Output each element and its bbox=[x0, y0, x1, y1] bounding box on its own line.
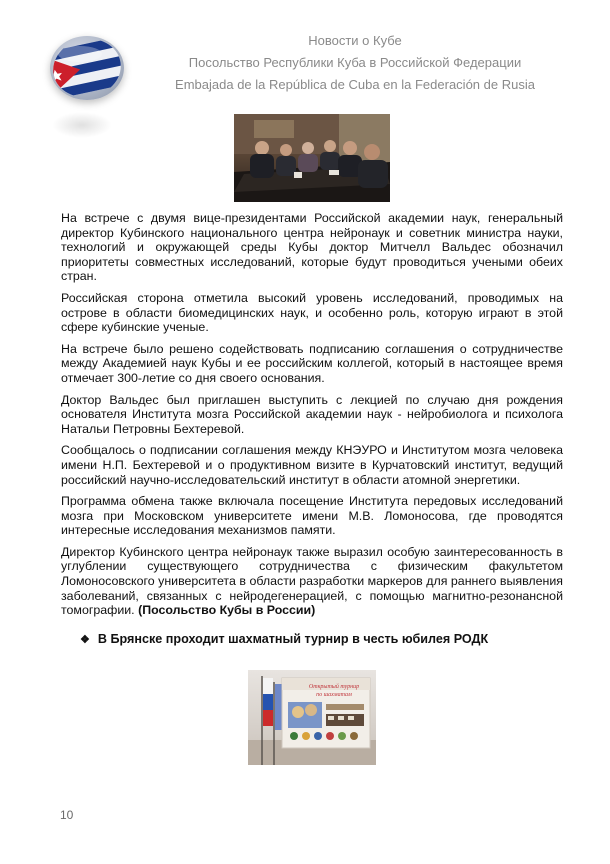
header-embassy-es: Embajada de la República de Cuba en la Federación de Rusia bbox=[175, 77, 535, 92]
cuba-flag-icon bbox=[50, 36, 124, 100]
article-paragraph-text: Директор Кубинского центра нейронаук также выразил особую заинтересованность в углублении существующего сотрудничества с физическим факультетом Ломоносовского университета в области разработки маркеров для раннего выявления заболеваний, связанных с нейродегенерацией, с помощью магнитно-резонансной томографии. bbox=[61, 544, 563, 618]
chess-tournament-photo bbox=[248, 670, 376, 765]
article-paragraph: На встрече было решено содействовать подписанию соглашения о сотрудничестве между Академией наук Кубы и ее российским коллегой, который в настоящее время отмечает 300-летие со дня своего основания. bbox=[61, 341, 563, 385]
document-header bbox=[120, 30, 590, 96]
cuba-flag-logo bbox=[50, 36, 124, 100]
article-paragraph: Российская сторона отметила высокий уровень исследований, проводимых на острове в области биомедицинских наук, и особенно роль, которую играют в этой сфере кубинские ученые. bbox=[61, 290, 563, 335]
diamond-bullet-icon: ❖ bbox=[80, 634, 90, 646]
article-paragraph-last bbox=[61, 545, 563, 618]
banner-line2: по шахматам bbox=[316, 692, 352, 698]
article-paragraph: Доктор Вальдес был приглашен выступить с лекцией по случаю дня рождения основателя Института мозга Российской академии наук - нейробиолога и психолога Натальи Петровны Бехтеревой. bbox=[61, 392, 563, 436]
article-source: (Посольство Кубы в России) bbox=[138, 603, 316, 618]
article-paragraph: На встрече с двумя вице-президентами Российской академии наук, генеральный директор Кубинского национального центра нейронаук и советник министра науки, технологий и окружающей среды Кубы доктор Митчелл Вальдес обозначил приоритеты совместных исследований, которые будут проводиться учеными обеих стран. bbox=[61, 211, 563, 284]
page-number: 10 bbox=[60, 808, 74, 822]
header-embassy-ru: Посольство Республики Куба в Российской Федерации bbox=[188, 55, 522, 70]
banner-line1: Открытый турнир bbox=[308, 684, 360, 690]
meeting-photo bbox=[234, 114, 390, 202]
next-article-title: В Брянске проходит шахматный турнир в честь юбилея РОДК bbox=[97, 632, 489, 646]
logo-reflection bbox=[52, 112, 112, 138]
article-paragraph: Программа обмена также включала посещение Института передовых исследований мозга при Московском университете имени М.В. Ломоносова, где проводятся интересные исследования механизмов памяти. bbox=[61, 494, 563, 538]
article-body bbox=[61, 211, 563, 625]
next-article-heading bbox=[80, 632, 488, 646]
header-title: Новости о Кубе bbox=[308, 33, 402, 48]
article-paragraph: Сообщалось о подписании соглашения между КНЭУРО и Институтом мозга человека имени Н.П. Бехтеревой и о продуктивном визите в Курчатовский институт, ведущий российский научно-исследовательский институт в области атомной энергетики. bbox=[61, 443, 563, 487]
